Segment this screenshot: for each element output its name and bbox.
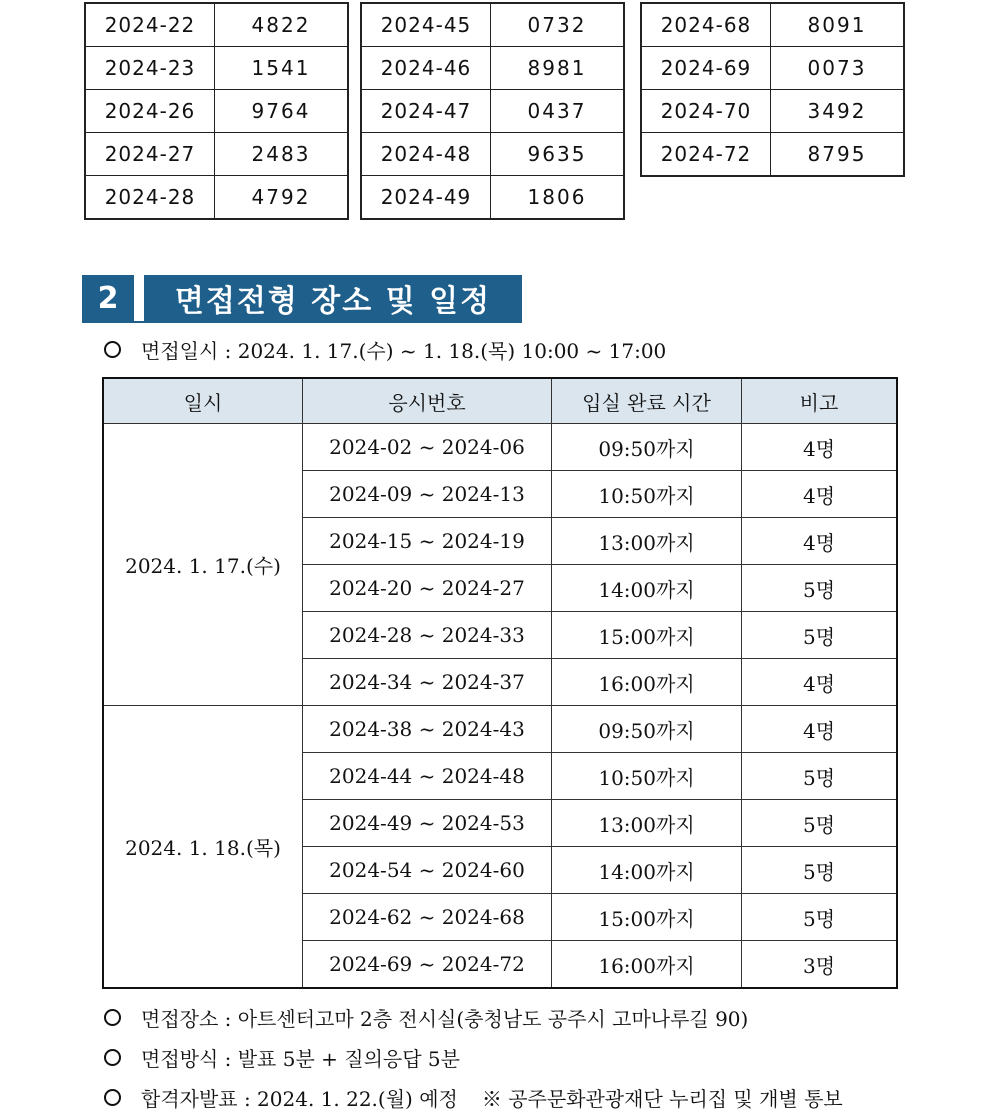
interview-place-line <box>104 1003 748 1032</box>
checkin-time: 09:50까지 <box>552 424 742 471</box>
result-id: 2024-23 <box>85 47 215 90</box>
headcount: 4명 <box>742 706 898 753</box>
header-checkin-time: 입실 완료 시간 <box>552 378 742 424</box>
announcement-line <box>104 1083 843 1112</box>
section-rule <box>82 321 522 323</box>
headcount: 4명 <box>742 424 898 471</box>
interview-method-text: 면접방식 : 발표 5분 + 질의응답 5분 <box>141 1047 460 1071</box>
headcount: 4명 <box>742 518 898 565</box>
checkin-time: 14:00까지 <box>552 847 742 894</box>
result-score: 0437 <box>491 90 625 133</box>
result-score: 0073 <box>771 47 905 90</box>
table-row <box>85 3 348 47</box>
result-score: 9635 <box>491 133 625 176</box>
table-row <box>361 3 624 47</box>
section-title: 면접전형 장소 및 일정 <box>144 275 522 321</box>
checkin-time: 16:00까지 <box>552 659 742 706</box>
result-score: 0732 <box>491 3 625 47</box>
result-table-2 <box>360 2 625 220</box>
bullet-circle-icon <box>104 1009 121 1026</box>
checkin-time: 15:00까지 <box>552 894 742 941</box>
interview-method-line <box>104 1043 460 1072</box>
table-row <box>361 176 624 220</box>
checkin-time: 15:00까지 <box>552 612 742 659</box>
bullet-circle-icon <box>104 341 121 358</box>
result-id: 2024-46 <box>361 47 491 90</box>
result-id: 2024-72 <box>641 133 771 177</box>
interview-datetime-text: 면접일시 : 2024. 1. 17.(수) ~ 1. 18.(목) 10:00 ~ 17:00 <box>141 339 667 363</box>
header-date: 일시 <box>103 378 303 424</box>
result-score: 2483 <box>215 133 349 176</box>
result-score: 8795 <box>771 133 905 177</box>
result-id: 2024-49 <box>361 176 491 220</box>
header-remarks: 비고 <box>742 378 898 424</box>
headcount: 4명 <box>742 659 898 706</box>
table-row <box>641 90 904 133</box>
schedule-date: 2024. 1. 18.(목) <box>103 706 303 989</box>
table-row <box>641 3 904 47</box>
announcement-note: ※ 공주문화관광재단 누리집 및 개별 통보 <box>481 1087 843 1111</box>
result-id: 2024-45 <box>361 3 491 47</box>
checkin-time: 14:00까지 <box>552 565 742 612</box>
applicant-range: 2024-38 ~ 2024-43 <box>303 706 552 753</box>
table-row <box>361 133 624 176</box>
result-score: 9764 <box>215 90 349 133</box>
checkin-time: 13:00까지 <box>552 518 742 565</box>
result-id: 2024-68 <box>641 3 771 47</box>
result-score: 3492 <box>771 90 905 133</box>
result-id: 2024-69 <box>641 47 771 90</box>
headcount: 3명 <box>742 941 898 989</box>
interview-datetime-line <box>104 335 666 364</box>
result-id: 2024-48 <box>361 133 491 176</box>
applicant-range: 2024-49 ~ 2024-53 <box>303 800 552 847</box>
applicant-range: 2024-02 ~ 2024-06 <box>303 424 552 471</box>
interview-schedule-table <box>102 377 898 989</box>
headcount: 5명 <box>742 565 898 612</box>
result-score: 4792 <box>215 176 349 220</box>
table-row <box>85 47 348 90</box>
table-row <box>85 90 348 133</box>
table-row <box>361 90 624 133</box>
applicant-range: 2024-34 ~ 2024-37 <box>303 659 552 706</box>
announcement-text: 합격자발표 : 2024. 1. 22.(월) 예정 <box>141 1087 458 1111</box>
applicant-range: 2024-09 ~ 2024-13 <box>303 471 552 518</box>
table-row <box>641 47 904 90</box>
checkin-time: 16:00까지 <box>552 941 742 989</box>
checkin-time: 13:00까지 <box>552 800 742 847</box>
result-id: 2024-70 <box>641 90 771 133</box>
headcount: 5명 <box>742 612 898 659</box>
applicant-range: 2024-62 ~ 2024-68 <box>303 894 552 941</box>
result-id: 2024-47 <box>361 90 491 133</box>
headcount: 4명 <box>742 471 898 518</box>
table-row <box>641 133 904 177</box>
checkin-time: 10:50까지 <box>552 471 742 518</box>
section-number: 2 <box>82 275 134 321</box>
interview-place-text: 면접장소 : 아트센터고마 2층 전시실(충청남도 공주시 고마나루길 90) <box>141 1007 749 1031</box>
result-table-1 <box>84 2 349 220</box>
header-applicant-number: 응시번호 <box>303 378 552 424</box>
result-score: 8981 <box>491 47 625 90</box>
applicant-range: 2024-69 ~ 2024-72 <box>303 941 552 989</box>
schedule-date: 2024. 1. 17.(수) <box>103 424 303 706</box>
headcount: 5명 <box>742 847 898 894</box>
bullet-circle-icon <box>104 1049 121 1066</box>
checkin-time: 10:50까지 <box>552 753 742 800</box>
table-row <box>85 176 348 220</box>
result-score: 1541 <box>215 47 349 90</box>
headcount: 5명 <box>742 894 898 941</box>
result-id: 2024-22 <box>85 3 215 47</box>
bullet-circle-icon <box>104 1089 121 1106</box>
result-score: 1806 <box>491 176 625 220</box>
headcount: 5명 <box>742 800 898 847</box>
table-row <box>103 706 897 753</box>
result-table-3 <box>640 2 905 177</box>
result-score: 4822 <box>215 3 349 47</box>
applicant-range: 2024-20 ~ 2024-27 <box>303 565 552 612</box>
applicant-range: 2024-54 ~ 2024-60 <box>303 847 552 894</box>
table-row <box>103 424 897 471</box>
result-score: 8091 <box>771 3 905 47</box>
checkin-time: 09:50까지 <box>552 706 742 753</box>
result-id: 2024-26 <box>85 90 215 133</box>
applicant-range: 2024-15 ~ 2024-19 <box>303 518 552 565</box>
headcount: 5명 <box>742 753 898 800</box>
table-row <box>85 133 348 176</box>
applicant-range: 2024-44 ~ 2024-48 <box>303 753 552 800</box>
result-id: 2024-27 <box>85 133 215 176</box>
applicant-range: 2024-28 ~ 2024-33 <box>303 612 552 659</box>
table-row <box>361 47 624 90</box>
table-header-row <box>103 378 897 424</box>
result-id: 2024-28 <box>85 176 215 220</box>
